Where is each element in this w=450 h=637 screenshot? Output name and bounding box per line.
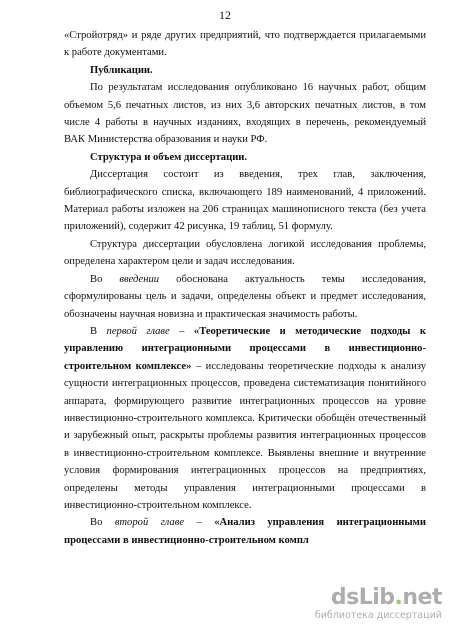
watermark [292, 586, 442, 622]
emphasis-chapter-one: первой главе [106, 325, 170, 337]
paragraph-publications: По результатам исследования опубликовано 16 научных работ, общим объемом 5,6 печатных листов, из них 3,6 авторских печатных листов, в том числе 4 работы в научных изданиях, входящих в перечень, рекомендуемый ВАК Министерства образования и науки РФ. [64, 82, 426, 146]
heading-structure: Структура и объем диссертации. [90, 151, 248, 163]
chapter-two-title: «Анализ управления интеграционными процессами в инвестиционно-строительном компл [64, 517, 426, 546]
text-run: Во [90, 273, 120, 285]
page-number: 12 [219, 8, 231, 22]
text-run: обоснована актуальность темы исследования, сформулированы цель и задачи, определены объект и предмет исследования, обозначены научная новизна и практическая значимость работы. [64, 273, 427, 320]
paragraph-volume: Диссертация состоит из введения, трех глав, заключения, библиографического списка, включающего 189 наименований, 4 приложений. Материал работы изложен на 206 страницах машинописного текста (без учета приложений), содержит 42 рисунка, 19 таблиц, 51 формулу. [64, 169, 426, 233]
watermark-logo-dot: . [394, 585, 403, 610]
heading-publications: Публикации. [90, 64, 153, 76]
text-run: Во [90, 517, 115, 529]
watermark-subtitle: библиотека диссертаций [314, 610, 442, 621]
text-run: – исследованы теоретические подходы к анализу сущности интеграционных процессов, проведена систематизация понятийного аппарата, формирующего развитие интеграционных процессов на уровне инвестиционно-строительного комплекса. Критически обобщён отечественный и зарубежный опыт, раскрыты проблемы развития интеграционных процессов в инвестиционно-строительном комплексе. Выявлены внешние и внутренние условия формирования интеграционных процессов на предприятиях, определены методы управления интеграционными процессами в инвестиционно-строительном комплексе. [64, 360, 426, 511]
watermark-logo-tld: net [402, 585, 442, 610]
paragraph-introduction [64, 271, 426, 323]
paragraph-structure: Структура диссертации обусловлена логикой исследования проблемы, определена характером цели и задач исследования. [64, 238, 426, 268]
emphasis-introduction: введении [119, 273, 160, 285]
text-run: В [90, 325, 107, 337]
emphasis-chapter-two: второй главе [114, 517, 185, 529]
paragraph-chapter-two [64, 514, 426, 549]
watermark-logo [292, 586, 442, 610]
chapter-one-title: «Теоретические и методические подходы к управлению интеграционными процессами в инвестиционно-строительном комплексе» [64, 325, 427, 372]
text-run: – [184, 517, 215, 529]
text-run: – [169, 325, 194, 337]
watermark-logo-main: dsLib [330, 585, 395, 610]
paragraph-chapter-one [64, 323, 426, 514]
document-body [64, 27, 426, 549]
paragraph-continuation: «Стройотряд» и ряде других предприятий, что подтверждается прилагаемыми к работе документами. [64, 30, 426, 59]
